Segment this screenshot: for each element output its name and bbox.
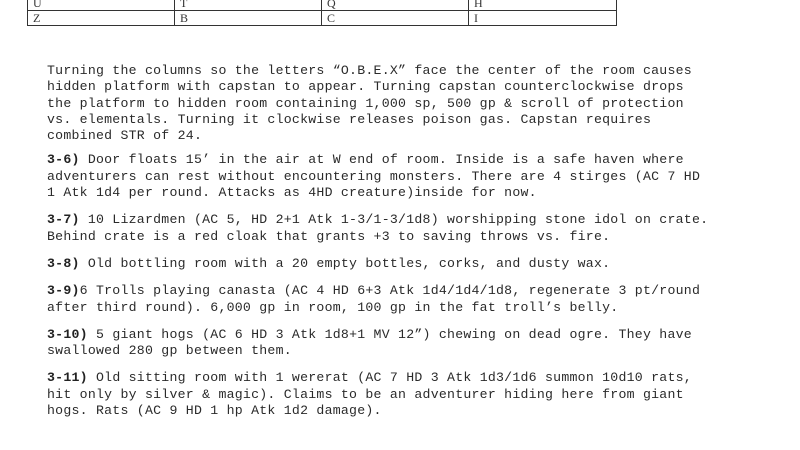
table-cell: B <box>175 11 322 26</box>
table-cell: Q <box>322 0 469 11</box>
room-description: 10 Lizardmen (AC 5, HD 2+1 Atk 1-3/1-3/1d8) worshipping stone idol on crate. Behind crate is a red cloak that grants +3 to saving throws vs. fire. <box>47 212 709 244</box>
table-cell: I <box>469 11 617 26</box>
room-entry-3-11 <box>47 370 787 419</box>
room-descriptions <box>47 63 787 430</box>
room-entry-3-8 <box>47 256 787 272</box>
room-description: Old sitting room with 1 wererat (AC 7 HD 3 Atk 1d3/1d6 summon 10d10 rats, hit only by silver & magic). Claims to be an adventurer hiding here from giant hogs. Rats (AC 9 HD 1 hp Atk 1d2 damage). <box>47 370 692 419</box>
room-description: 5 giant hogs (AC 6 HD 3 Atk 1d8+1 MV 12”) chewing on dead ogre. They have swallowed 280 gp between them. <box>47 326 692 359</box>
table-cell: T <box>175 0 322 11</box>
room-description: 6 Trolls playing canasta (AC 4 HD 6+3 Atk 1d4/1d4/1d8, regenerate 3 pt/round after third round). 6,000 gp in room, 100 gp in the fat troll’s belly. <box>47 283 701 315</box>
room-number: 3-8) <box>47 255 80 271</box>
room-entry-3-10 <box>47 327 787 360</box>
table-cell: H <box>469 0 617 11</box>
room-description: Old bottling room with a 20 empty bottles, corks, and dusty wax. <box>79 255 611 271</box>
table-cell: U <box>28 0 175 11</box>
table-row <box>28 0 617 11</box>
columns-puzzle-paragraph: Turning the columns so the letters “O.B.E.X” face the center of the room causes hidden platform with capstan to appear. Turning capstan counterclockwise drops the platform to hidden room containing 1,000 sp, 500 gp & scroll of protection vs. elementals. Turning it clockwise releases poison gas. Capstan requires combined STR of 24. <box>47 63 692 144</box>
room-number: 3-10) <box>47 326 88 342</box>
room-description: Door floats 15’ in the air at W end of room. Inside is a safe haven where adventurers can rest without encountering monsters. There are 4 stirges (AC 7 HD 1 Atk 1d4 per round. Attacks as 4HD creature)inside for now. <box>47 152 701 201</box>
table-row <box>28 11 617 26</box>
table-cell: C <box>322 11 469 26</box>
letter-grid-table <box>27 0 617 26</box>
room-entry-3-7 <box>47 212 787 245</box>
room-number: 3-7) <box>47 212 80 228</box>
room-number: 3-11) <box>47 370 88 386</box>
room-entry-3-6 <box>47 152 787 201</box>
table-cell: Z <box>28 11 175 26</box>
room-number: 3-9) <box>47 283 80 299</box>
room-number: 3-6) <box>47 152 80 168</box>
room-entry-3-9 <box>47 283 787 316</box>
